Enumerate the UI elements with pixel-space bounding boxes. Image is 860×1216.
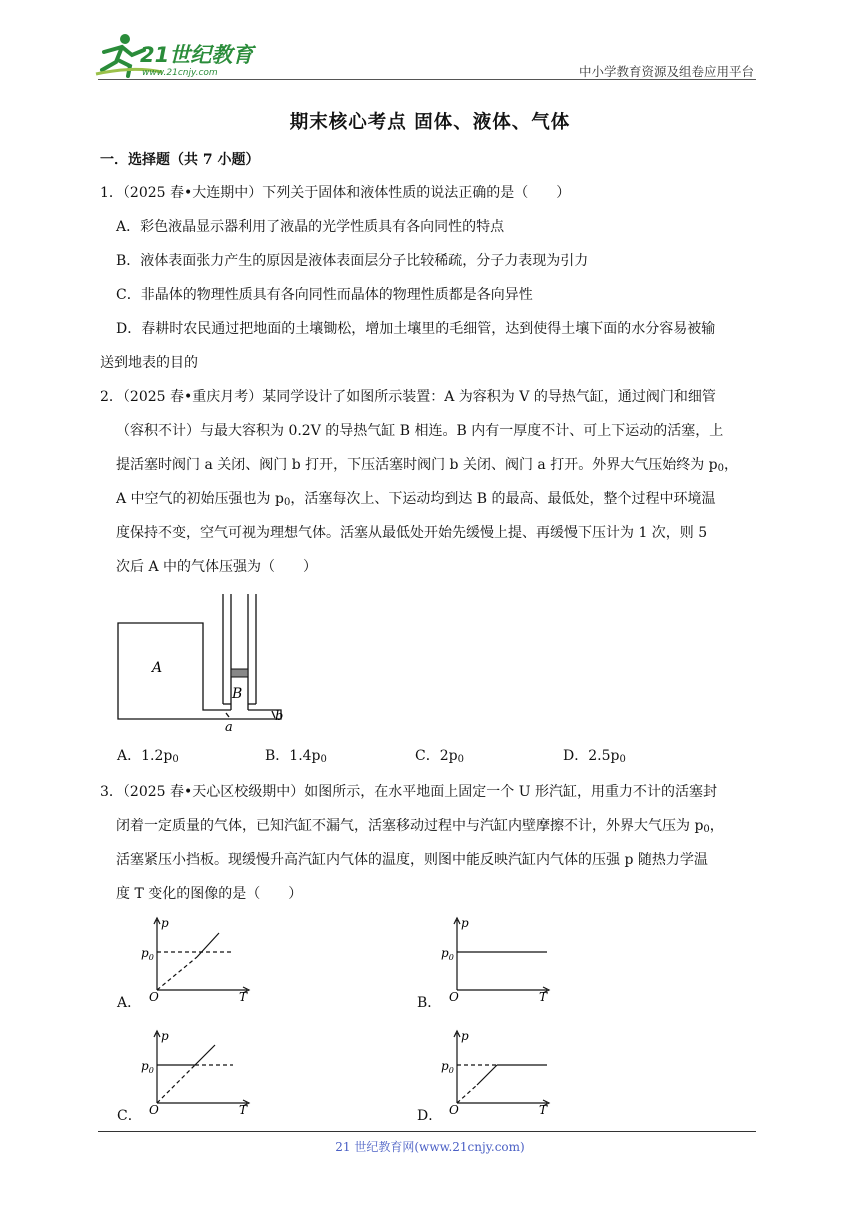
svg-text:T: T (539, 990, 548, 1001)
logo (92, 30, 260, 80)
svg-text:p0: $p_0$ (141, 1059, 154, 1075)
q1-option-c: C．非晶体的物理性质具有各向同性而晶体的物理性质都是各向异性 (116, 287, 533, 303)
q3-graph-d[interactable] (439, 1028, 555, 1114)
label-valve-b: b (275, 709, 284, 724)
svg-text:T: T (539, 1103, 548, 1114)
q2-line-2: （容积不计）与最大容积为 0.2V 的导热气缸 B 相连。B 内有一厚度不计、可上下运动的活塞，上 (116, 423, 724, 439)
q3-graph-b-label[interactable]: B． (417, 995, 442, 1011)
label-cylinder-b: B (232, 686, 243, 702)
svg-text:O: O (149, 990, 159, 1001)
svg-text:p: p (161, 1029, 169, 1043)
svg-text:p0: $p_0$ (141, 946, 154, 962)
svg-text:O: O (149, 1103, 159, 1114)
svg-text:T: T (239, 1103, 248, 1114)
svg-text:p: p (461, 1029, 469, 1043)
cylinder-apparatus-figure (115, 590, 295, 732)
q3-graph-b[interactable] (439, 915, 555, 1001)
q1-option-d-line1: D．春耕时农民通过把地面的土壤锄松，增加土壤里的毛细管，达到使得土壤下面的水分容易被输 (116, 321, 716, 337)
q3-graph-a[interactable] (139, 915, 255, 1001)
svg-text:p: p (161, 916, 169, 930)
footer-link[interactable]: 21 世纪教育网(www.21cnjy.com) (335, 1140, 525, 1154)
q2-line-4: A 中空气的初始压强也为 $p_0$，活塞每次上、下运动均到达 B 的最高、最低处，整个过程中环境温 (116, 491, 716, 508)
logo-main-text: 21世纪教育 (140, 43, 254, 67)
svg-text:p0: $p_0$ (441, 946, 454, 962)
label-valve-a: a (225, 720, 233, 732)
q1-option-a: A．彩色液晶显示器利用了液晶的光学性质具有各向同性的特点 (116, 219, 505, 235)
svg-text:p0: $p_0$ (441, 1059, 454, 1075)
page-title: 期末核心考点 固体、液体、气体 (289, 112, 571, 133)
q3-line-2: 闭着一定质量的气体，已知汽缸不漏气，活塞移动过程中与汽缸内壁摩擦不计，外界大气压为 $p_0$， (116, 818, 724, 835)
q2-option-d[interactable]: D．$2.5p_0$ (563, 748, 626, 765)
section-heading: 一．选择题（共 7 小题） (100, 152, 260, 168)
q2-option-b[interactable]: B．$1.4p_0$ (265, 748, 327, 765)
label-cylinder-a: A (152, 660, 163, 676)
q3-line-4: 度 T 变化的图像的是（ ） (116, 886, 303, 902)
svg-text:p: p (461, 916, 469, 930)
q2-option-c[interactable]: C．$2p_0$ (415, 748, 464, 765)
svg-text:O: O (449, 990, 459, 1001)
q2-line-5: 度保持不变，空气可视为理想气体。活塞从最低处开始先缓慢上提、再缓慢下压计为 1 次，则 5 (116, 525, 708, 541)
svg-text:O: O (449, 1103, 459, 1114)
q3-graph-a-label[interactable]: A． (117, 995, 142, 1011)
q3-line-3: 活塞紧压小挡板。现缓慢升高汽缸内气体的温度，则图中能反映汽缸内气体的压强 p 随热力学温 (116, 852, 708, 868)
logo-sub-text: www.21cnjy.com (142, 68, 218, 78)
q3-graph-d-label[interactable]: D． (417, 1108, 443, 1124)
q2-line-6: 次后 A 中的气体压强为（ ） (116, 559, 318, 575)
q1-option-b: B．液体表面张力产生的原因是液体表面层分子比较稀疏，分子力表现为引力 (116, 253, 589, 269)
q2-line-1: 2．（2025 春•重庆月考）某同学设计了如图所示装置：A 为容积为 V 的导热气缸，通过阀门和细管 (100, 389, 716, 405)
platform-name: 中小学教育资源及组卷应用平台 (578, 64, 754, 79)
q3-graph-c[interactable] (139, 1028, 255, 1114)
q2-line-3: 提活塞时阀门 a 关闭、阀门 b 打开，下压活塞时阀门 b 关闭、阀门 a 打开。外界大气压始终为 $p_0$， (116, 457, 739, 474)
q1-stem: 1．（2025 春•大连期中）下列关于固体和液体性质的说法正确的是（ ） (100, 185, 571, 201)
footer-divider (98, 1131, 756, 1132)
q3-graph-c-label[interactable]: C． (117, 1108, 142, 1124)
q2-option-a[interactable]: A．$1.2p_0$ (117, 748, 179, 765)
piston (231, 669, 248, 677)
q3-line-1: 3．（2025 春•天心区校级期中）如图所示，在水平地面上固定一个 U 形汽缸，用重力不计的活塞封 (100, 784, 717, 800)
header-divider (98, 79, 756, 80)
svg-text:T: T (239, 990, 248, 1001)
q1-option-d-line2: 送到地表的目的 (100, 355, 198, 371)
